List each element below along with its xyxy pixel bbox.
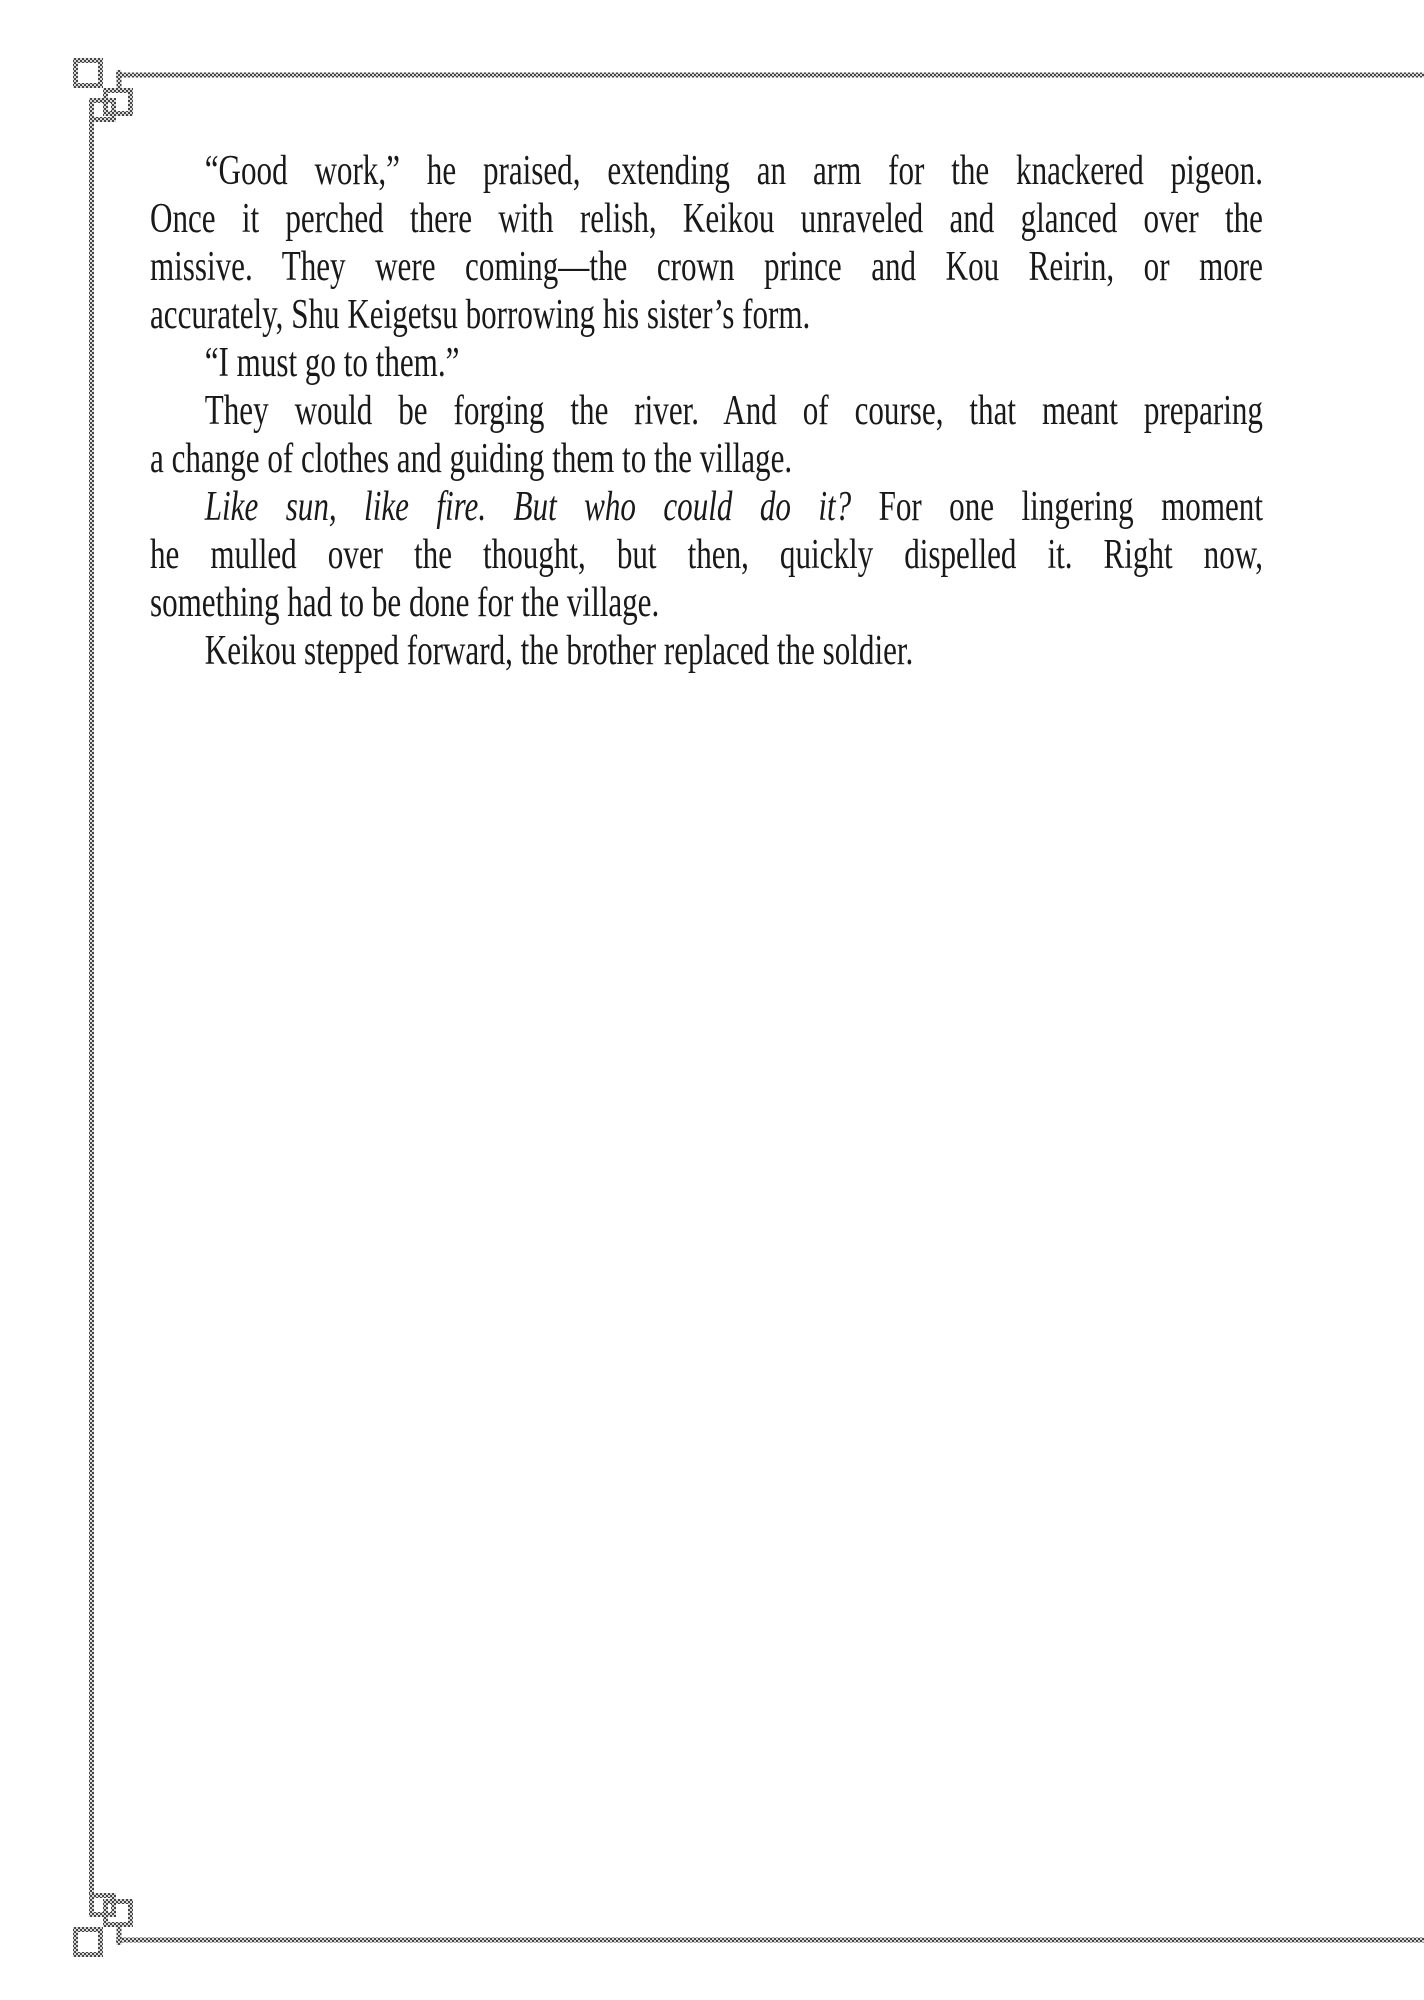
text-segment: “Good work,” he praised, extending an arm for the knackered pigeon. <box>204 148 1263 194</box>
text-line <box>150 483 1263 531</box>
text-segment: a change of clothes and guiding them to the village. <box>150 436 793 482</box>
text-segment: Keikou stepped forward, the brother replaced the soldier. <box>204 628 914 674</box>
ornament-square-small <box>92 101 114 120</box>
text-segment: something had to be done for the village. <box>150 580 660 626</box>
text-line <box>150 579 1263 627</box>
ornament-square-medium <box>106 91 131 114</box>
text-line <box>150 627 1263 675</box>
text-line <box>150 339 1263 387</box>
text-segment: accurately, Shu Keigetsu borrowing his sister’s form. <box>150 292 811 338</box>
text-line <box>150 243 1263 291</box>
italic-text-segment: Like sun, like fire. But who could do it? <box>204 484 852 530</box>
ornament-square-detached <box>76 61 101 86</box>
text-segment: he mulled over the thought, but then, quickly dispelled it. Right now, <box>150 532 1263 578</box>
text-segment: They would be forging the river. And of course, that meant preparing <box>204 388 1263 434</box>
text-segment: Once it perched there with relish, Keikou unraveled and glanced over the <box>150 196 1263 242</box>
text-line <box>150 291 1263 339</box>
text-segment: missive. They were coming—the crown prince and Kou Reirin, or more <box>150 244 1263 290</box>
corner-ornament-bottom-left <box>76 1896 131 1955</box>
text-line <box>150 147 1263 195</box>
text-segment: For one lingering moment <box>851 484 1263 530</box>
text-line <box>150 531 1263 579</box>
text-segment: “I must go to them.” <box>204 340 460 386</box>
text-line <box>150 435 1263 483</box>
text-block <box>150 147 1263 675</box>
text-line <box>150 387 1263 435</box>
text-line <box>150 195 1263 243</box>
corner-ornament-top-left <box>76 61 131 120</box>
